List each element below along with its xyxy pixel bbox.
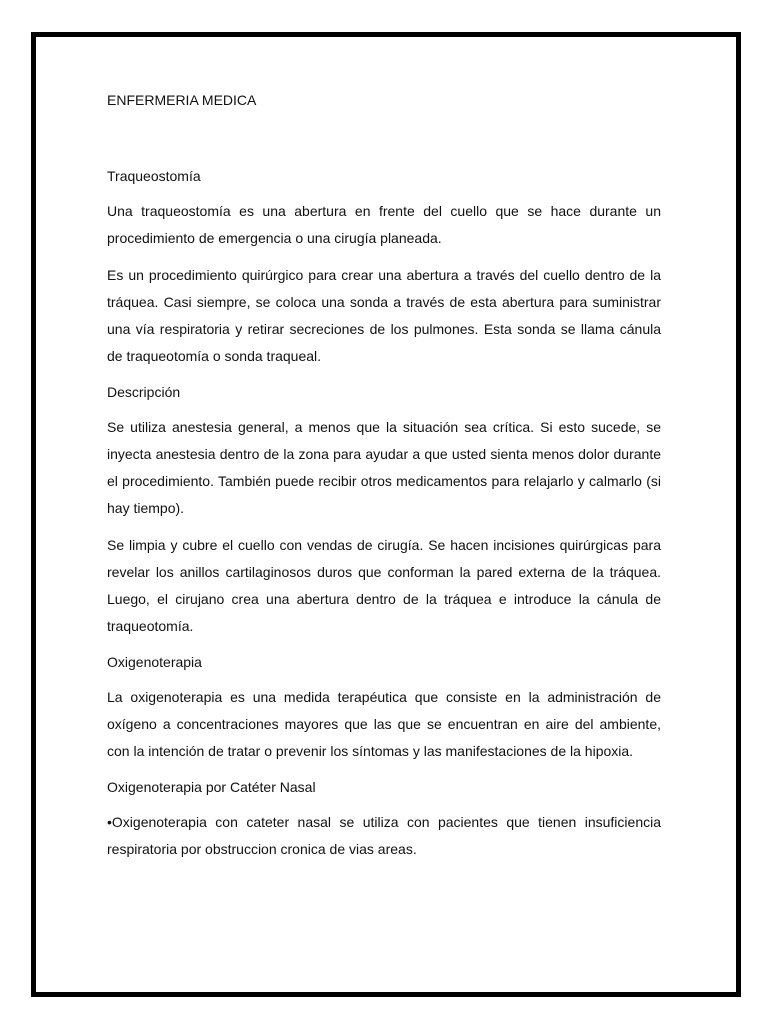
section-heading: Descripción — [107, 384, 181, 400]
section-traqueostomia — [107, 164, 661, 370]
section-heading: Oxigenoterapia — [107, 654, 202, 670]
paragraph: Una traqueostomía es una abertura en frente del cuello que se hace durante un procedimiento de emergencia o una cirugía planeada. — [107, 203, 661, 246]
document-title: ENFERMERIA MEDICA — [107, 92, 257, 108]
document-body — [107, 88, 661, 873]
section-oxigenoterapia — [107, 650, 661, 765]
paragraph: Se utiliza anestesia general, a menos que la situación sea crítica. Si esto sucede, se inyecta anestesia dentro de la zona para ayudar a que usted sienta menos dolor durante el procedimiento. También puede recibir otros medicamentos para relajarlo y calmarlo (si hay tiempo). — [107, 419, 661, 516]
section-heading: Traqueostomía — [107, 168, 201, 184]
paragraph: Se limpia y cubre el cuello con vendas de cirugía. Se hacen incisiones quirúrgicas para revelar los anillos cartilaginosos duros que conforman la pared externa de la tráquea. Luego, el cirujano crea una abertura dentro de la tráquea e introduce la cánula de traqueotomía. — [107, 537, 661, 634]
section-descripcion — [107, 380, 661, 640]
paragraph: Es un procedimiento quirúrgico para crear una abertura a través del cuello dentro de la tráquea. Casi siempre, se coloca una sonda a través de esta abertura para suministrar una vía respiratoria y retirar secreciones de los pulmones. Esta sonda se llama cánula de traqueotomía o sonda traqueal. — [107, 267, 661, 364]
section-cateter-nasal — [107, 775, 661, 863]
paragraph: La oxigenoterapia es una medida terapéutica que consiste en la administración de oxígeno a concentraciones mayores que las que se encuentran en aire del ambiente, con la intención de tratar o prevenir los síntomas y las manifestaciones de la hipoxia. — [107, 689, 661, 759]
section-heading: Oxigenoterapia por Catéter Nasal — [107, 779, 316, 795]
paragraph: •Oxigenoterapia con cateter nasal se utiliza con pacientes que tienen insuficiencia respiratoria por obstruccion cronica de vias areas. — [107, 814, 661, 857]
